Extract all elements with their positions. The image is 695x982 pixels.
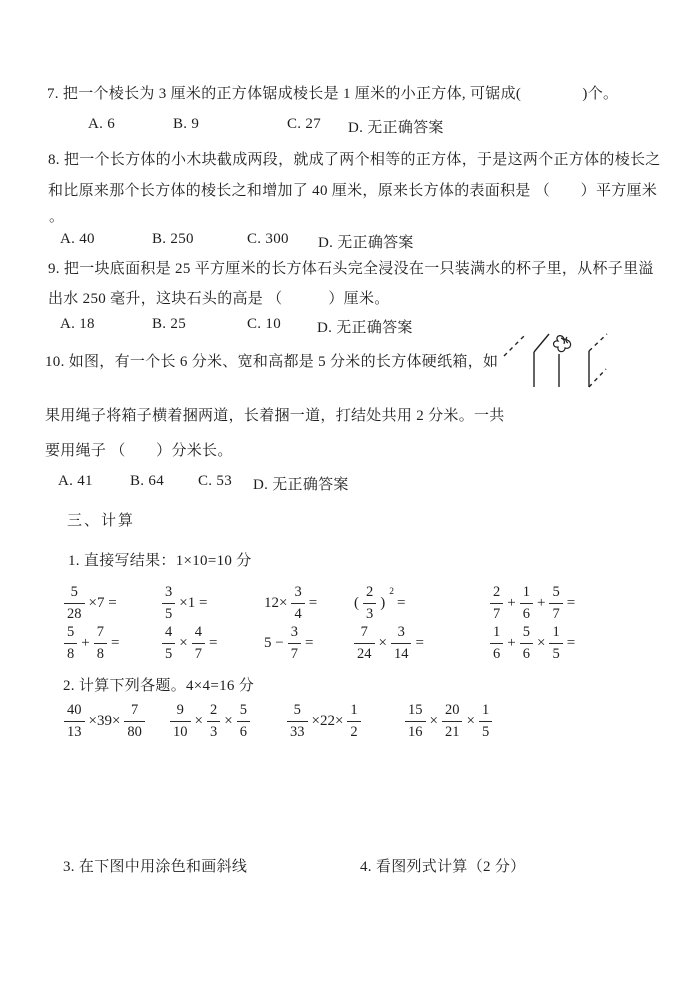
question-9-text-line2: 出水 250 毫升，这块石头的高是 （ ）厘米。	[48, 291, 390, 307]
question-10-text-line1: 10. 如图，有一个长 6 分米、宽和高都是 5 分米的长方体硬纸箱，如	[45, 354, 499, 370]
calc1-row2	[0, 620, 695, 666]
operator-text: =	[208, 634, 218, 651]
option-c: C. 27	[287, 116, 322, 132]
question-10-text-line3: 要用绳子 （ ）分米长。	[45, 443, 233, 459]
fraction: $\frac{7}{80}$	[124, 703, 145, 739]
operator-text: =	[566, 594, 576, 611]
question-4-label: 4. 看图列式计算（2 分）	[360, 859, 526, 875]
math-expression	[168, 698, 252, 744]
fraction: $\frac{5}{6}$	[237, 703, 250, 739]
operator-text: +	[81, 634, 90, 651]
operator-text: )	[380, 594, 386, 611]
math-expression	[285, 698, 363, 744]
operator-text: =	[566, 634, 576, 651]
calc2-label: 2. 计算下列各题。4×4=16 分	[63, 678, 255, 694]
operator-text: +	[507, 634, 516, 651]
rope-tied-box-sketch	[494, 326, 624, 396]
question-9-text-line1: 9. 把一块底面积是 25 平方厘米的长方体石头完全浸没在一只装满水的杯子里，从杯子里溢	[48, 261, 654, 277]
operator-text: =	[415, 634, 424, 651]
operator-text: =	[397, 594, 406, 611]
operator-text: ×	[224, 712, 233, 729]
fraction: $\frac{1}{5}$	[479, 703, 492, 739]
operator-text: =	[110, 634, 120, 651]
question-8-text-line2: 和比原来那个长方体的棱长之和增加了 40 厘米，原来长方体的表面积是 （ ）平方厘米	[48, 183, 658, 199]
option-b: B. 250	[152, 231, 194, 247]
fraction: $\frac{2}{7}$	[490, 585, 503, 621]
operator-text: ×	[429, 712, 438, 729]
fraction: $\frac{3}{5}$	[162, 585, 175, 621]
math-expression	[160, 620, 219, 666]
fraction: $\frac{5}{28}$	[64, 585, 85, 621]
fraction: $\frac{9}{10}$	[170, 703, 191, 739]
fraction: $\frac{3}{7}$	[288, 625, 301, 661]
fraction: $\frac{7}{8}$	[94, 625, 107, 661]
operator-text: ×7 =	[88, 594, 117, 611]
fraction: $\frac{5}{7}$	[549, 585, 562, 621]
option-a: A. 18	[60, 316, 95, 332]
math-expression	[352, 620, 426, 666]
fraction: $\frac{5}{6}$	[520, 625, 533, 661]
fraction: $\frac{40}{13}$	[64, 703, 85, 739]
fraction: $\frac{1}{6}$	[520, 585, 533, 621]
question-8-text-line3: 。	[49, 209, 65, 225]
option-b: B. 64	[130, 473, 165, 489]
option-d: D. 无正确答案	[348, 120, 444, 136]
question-8-text-line1: 8. 把一个长方体的小木块截成两段，就成了两个相等的正方体，于是这两个正方体的棱长之	[48, 152, 661, 168]
operator-text: ×	[179, 634, 188, 651]
operator-text: ×1 =	[179, 594, 208, 611]
operator-text: ×22×	[311, 712, 344, 729]
operator-text: =	[308, 594, 318, 611]
operator-text: (	[354, 594, 359, 611]
section-3-header: 三、计算	[67, 513, 136, 529]
fraction: $\frac{5}{33}$	[287, 703, 308, 739]
option-d: D. 无正确答案	[318, 235, 414, 251]
operator-text: 5 −	[264, 634, 284, 651]
calc1-label: 1. 直接写结果：1×10=10 分	[68, 553, 252, 569]
math-expression	[488, 620, 577, 666]
fraction: $\frac{4}{5}$	[162, 625, 175, 661]
math-expression	[62, 698, 147, 744]
operator-text: =	[304, 634, 314, 651]
fraction: $\frac{5}{8}$	[64, 625, 77, 661]
fraction: $\frac{4}{7}$	[192, 625, 205, 661]
operator-text: 12×	[264, 594, 288, 611]
operator-text: ×	[378, 634, 387, 651]
option-d: D. 无正确答案	[317, 320, 413, 336]
question-7-text: 7. 把一个棱长为 3 厘米的正方体锯成棱长是 1 厘米的小正方体, 可锯成( )个。	[47, 86, 619, 102]
fraction: $\frac{1}{2}$	[347, 703, 360, 739]
question-7-options	[0, 116, 695, 138]
fraction: $\frac{2}{3}$	[363, 585, 376, 621]
question-3-label: 3. 在下图中用涂色和画斜线	[63, 859, 248, 875]
fraction: $\frac{1}{6}$	[490, 625, 503, 661]
option-c: C. 300	[247, 231, 289, 247]
operator-text: ×	[194, 712, 203, 729]
question-10-text-line2: 果用绳子将箱子横着捆两道，长着捆一道，打结处共用 2 分米。一共	[45, 408, 505, 424]
fraction: $\frac{7}{24}$	[354, 625, 375, 661]
math-expression	[262, 620, 315, 666]
operator-text: ×	[536, 634, 546, 651]
operator-text: +	[507, 594, 516, 611]
fraction: $\frac{2}{3}$	[207, 703, 220, 739]
operator-text: ×39×	[88, 712, 121, 729]
fraction: $\frac{3}{4}$	[291, 585, 304, 621]
fraction: $\frac{15}{16}$	[405, 703, 426, 739]
option-d: D. 无正确答案	[253, 477, 349, 493]
option-b: B. 9	[173, 116, 200, 132]
option-a: A. 40	[60, 231, 95, 247]
question-10-options	[0, 473, 695, 495]
math-expression	[403, 698, 494, 744]
question-8-options	[0, 231, 695, 253]
operator-text: +	[536, 594, 546, 611]
option-c: C. 53	[198, 473, 233, 489]
fraction: $\frac{1}{5}$	[549, 625, 562, 661]
option-b: B. 25	[152, 316, 187, 332]
fraction: $\frac{3}{14}$	[391, 625, 412, 661]
operator-text: ×	[466, 712, 475, 729]
option-a: A. 6	[88, 116, 116, 132]
calc2-row	[0, 698, 695, 744]
exponent: 2	[389, 587, 394, 597]
math-expression	[62, 620, 121, 666]
fraction: $\frac{20}{21}$	[442, 703, 463, 739]
option-c: C. 10	[247, 316, 282, 332]
option-a: A. 41	[58, 473, 93, 489]
knot-icon	[554, 336, 571, 352]
